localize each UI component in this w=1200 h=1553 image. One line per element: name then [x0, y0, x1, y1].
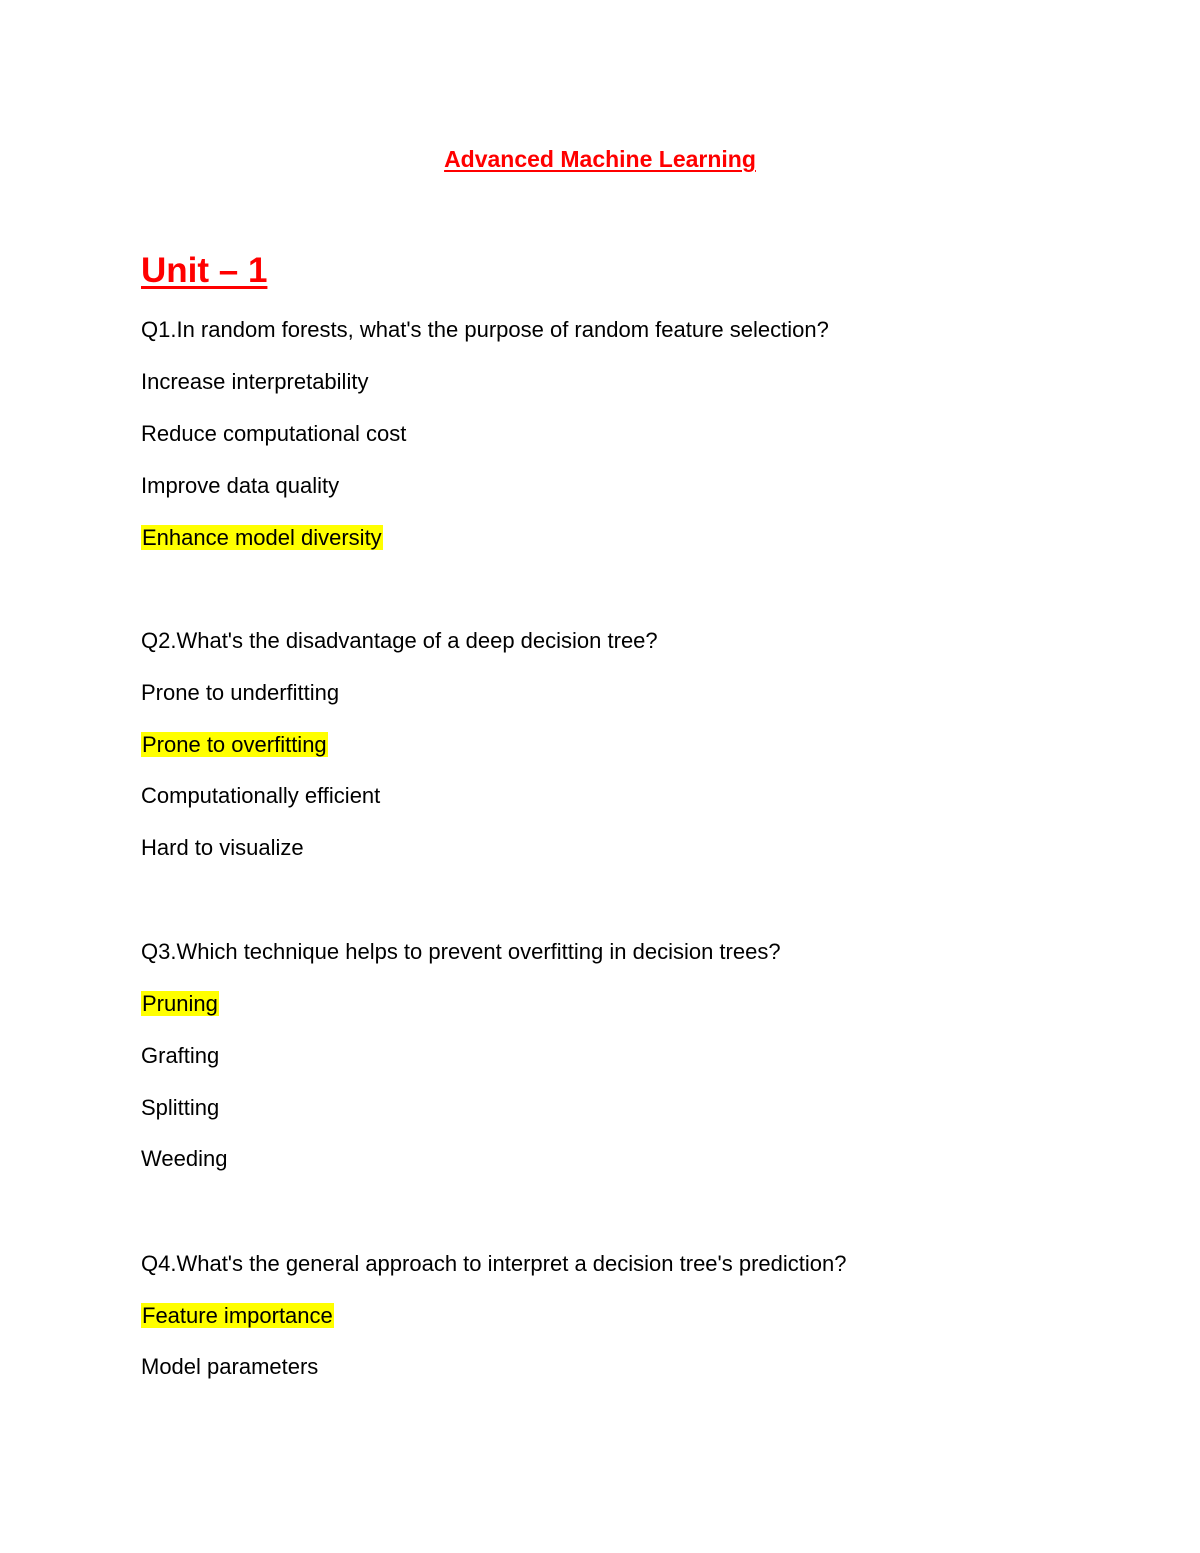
q4-option-1-correct	[141, 1302, 334, 1330]
question-2: Q2.What's the disadvantage of a deep decision tree?	[141, 628, 658, 653]
option-text: Model parameters	[141, 1354, 319, 1379]
q4-option-2	[141, 1353, 318, 1381]
q3-option-2	[141, 1042, 219, 1070]
option-text: Prone to underfitting	[141, 680, 340, 705]
unit-heading: Unit – 1	[141, 251, 268, 290]
option-text: Reduce computational cost	[141, 421, 407, 446]
q1-option-2	[141, 420, 406, 448]
option-text: Hard to visualize	[141, 835, 304, 860]
q2-option-1	[141, 679, 339, 707]
option-text: Computationally efficient	[141, 783, 381, 808]
highlighted-answer: Prone to overfitting	[142, 732, 327, 757]
option-text: Improve data quality	[141, 473, 340, 498]
q1-option-4-correct	[141, 524, 383, 552]
option-text: Increase interpretability	[141, 369, 369, 394]
document-title	[0, 144, 1200, 174]
q1-option-1	[141, 368, 368, 396]
highlighted-answer: Feature importance	[142, 1303, 333, 1328]
q2-option-2-correct	[141, 731, 328, 759]
question-1: Q1.In random forests, what's the purpose of random feature selection?	[141, 317, 829, 342]
option-text: Splitting	[141, 1095, 220, 1120]
q2-option-3	[141, 782, 380, 810]
q3-option-3	[141, 1094, 219, 1122]
q1-option-3	[141, 472, 339, 500]
document-title-text: Advanced Machine Learning	[444, 146, 756, 172]
option-text: Weeding	[141, 1146, 228, 1171]
q3-option-4	[141, 1145, 227, 1173]
highlighted-answer: Pruning	[142, 991, 218, 1016]
q3-option-1-correct	[141, 990, 219, 1018]
q2-option-4	[141, 834, 304, 862]
highlighted-answer: Enhance model diversity	[142, 525, 382, 550]
question-3: Q3.Which technique helps to prevent overfitting in decision trees?	[141, 939, 781, 964]
option-text: Grafting	[141, 1043, 220, 1068]
question-4: Q4.What's the general approach to interpret a decision tree's prediction?	[141, 1251, 847, 1276]
